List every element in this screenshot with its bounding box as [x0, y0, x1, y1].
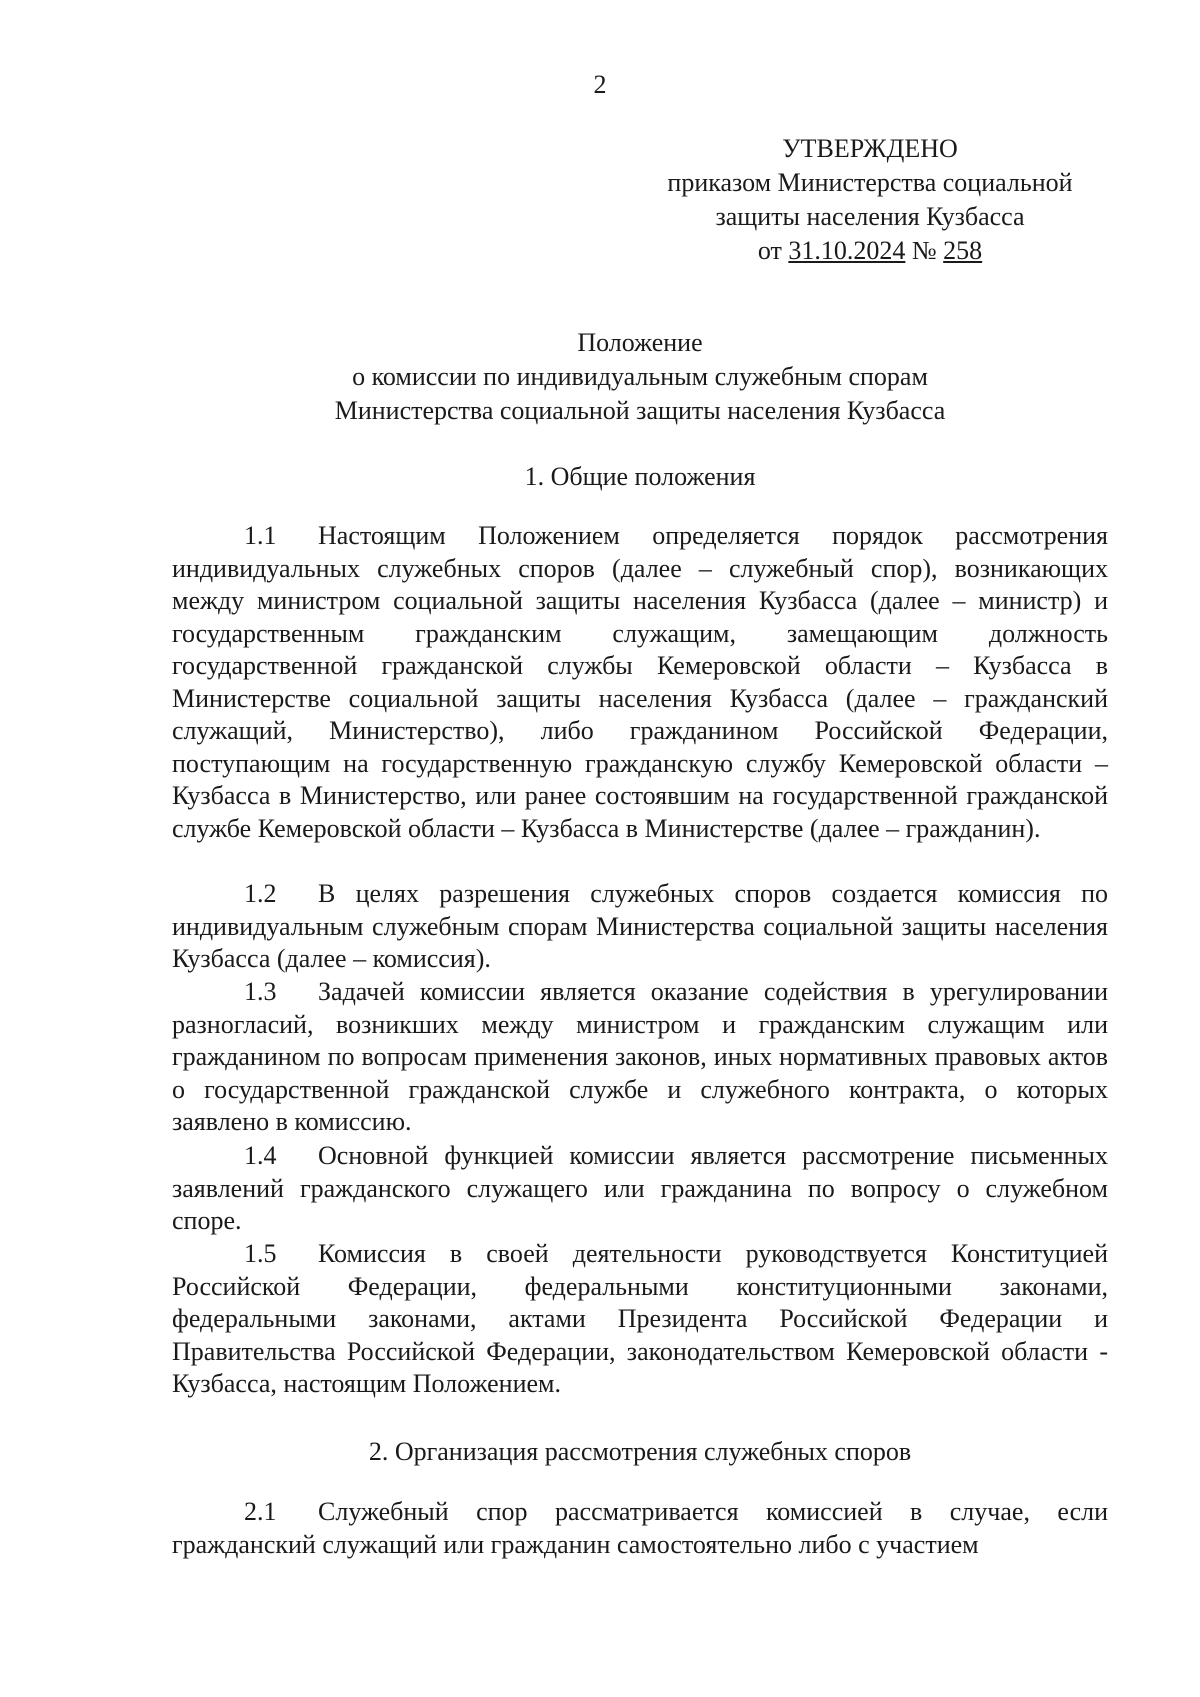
- paragraph-text: Служебный спор рассматривается комиссией в случае, если гражданский служащий или гражданин самостоятельно либо с участием: [172, 1497, 1108, 1559]
- paragraph-number: 1.4: [244, 1141, 277, 1170]
- section-2-heading: 2. Организация рассмотрения служебных споров: [368, 1437, 912, 1466]
- paragraph-number: 1.1: [244, 521, 277, 550]
- paragraph-1-5: [172, 1238, 1108, 1401]
- paragraph-number: 1.3: [244, 977, 277, 1006]
- approval-block: [660, 132, 1080, 268]
- paragraph-text: Основной функцией комиссии является рассмотрение письменных заявлений гражданского служащего или гражданина по вопросу о служебном споре.: [172, 1141, 1108, 1235]
- paragraph-text: В целях разрешения служебных споров создается комиссия по индивидуальным служебным спорам Министерства социальной защиты населения Кузбасса (далее – комиссия).: [172, 879, 1108, 973]
- title-line-2: о комиссии по индивидуальным служебным спорам: [352, 362, 928, 391]
- title-line-3: Министерства социальной защиты населения Кузбасса: [334, 396, 946, 425]
- approval-line-2: защиты населения Кузбасса: [715, 202, 1025, 231]
- approval-date: 31.10.2024: [788, 236, 906, 265]
- paragraph-1-2: [172, 878, 1108, 976]
- paragraph-1-3: [172, 976, 1108, 1139]
- approval-heading: УТВЕРЖДЕНО: [782, 134, 958, 163]
- approval-date-prefix: от: [757, 236, 789, 265]
- paragraph-number: 1.5: [244, 1239, 277, 1268]
- paragraph-1-1: [172, 520, 1108, 845]
- approval-date-line: [660, 234, 1080, 268]
- paragraph-number: 2.1: [244, 1497, 277, 1526]
- paragraph-2-1: [172, 1496, 1108, 1561]
- paragraph-text: Комиссия в своей деятельности руководствуется Конституцией Российской Федерации, федеральными конституционными законами, федеральными законами, актами Президента Российской Федерации и Правительства Российской Федерации, законодательством Кемеровской области - Кузбасса, настоящим Положением.: [172, 1239, 1108, 1398]
- page-number: 2: [593, 70, 607, 99]
- title-line-1: Положение: [577, 328, 703, 357]
- approval-line-1: приказом Министерства социальной: [667, 168, 1073, 197]
- paragraph-text: Настоящим Положением определяется порядок рассмотрения индивидуальных служебных споров (далее – служебный спор), возникающих между министром социальной защиты населения Кузбасса (далее – министр) и государственным гражданским служащим, замещающим должность государственной гражданской службы Кемеровской области – Кузбасса в Министерстве социальной защиты населения Кузбасса (далее – гражданский служащий, Министерство), либо гражданином Российской Федерации, поступающим на государственную гражданскую службу Кемеровской области – Кузбасса в Министерство, или ранее состоявшим на государственной гражданской службе Кемеровской области – Кузбасса в Министерстве (далее – гражданин).: [172, 521, 1108, 843]
- paragraph-1-4: [172, 1140, 1108, 1238]
- paragraph-text: Задачей комиссии является оказание содействия в урегулировании разногласий, возникших между министром и гражданским служащим или гражданином по вопросам применения законов, иных нормативных правовых актов о государственной гражданской службе и служебного контракта, о которых заявлено в комиссию.: [172, 977, 1108, 1136]
- approval-number: 258: [943, 236, 983, 265]
- section-1-heading: 1. Общие положения: [524, 462, 756, 491]
- paragraph-number: 1.2: [244, 879, 277, 908]
- approval-number-prefix: №: [905, 236, 944, 265]
- document-title: [170, 326, 1110, 428]
